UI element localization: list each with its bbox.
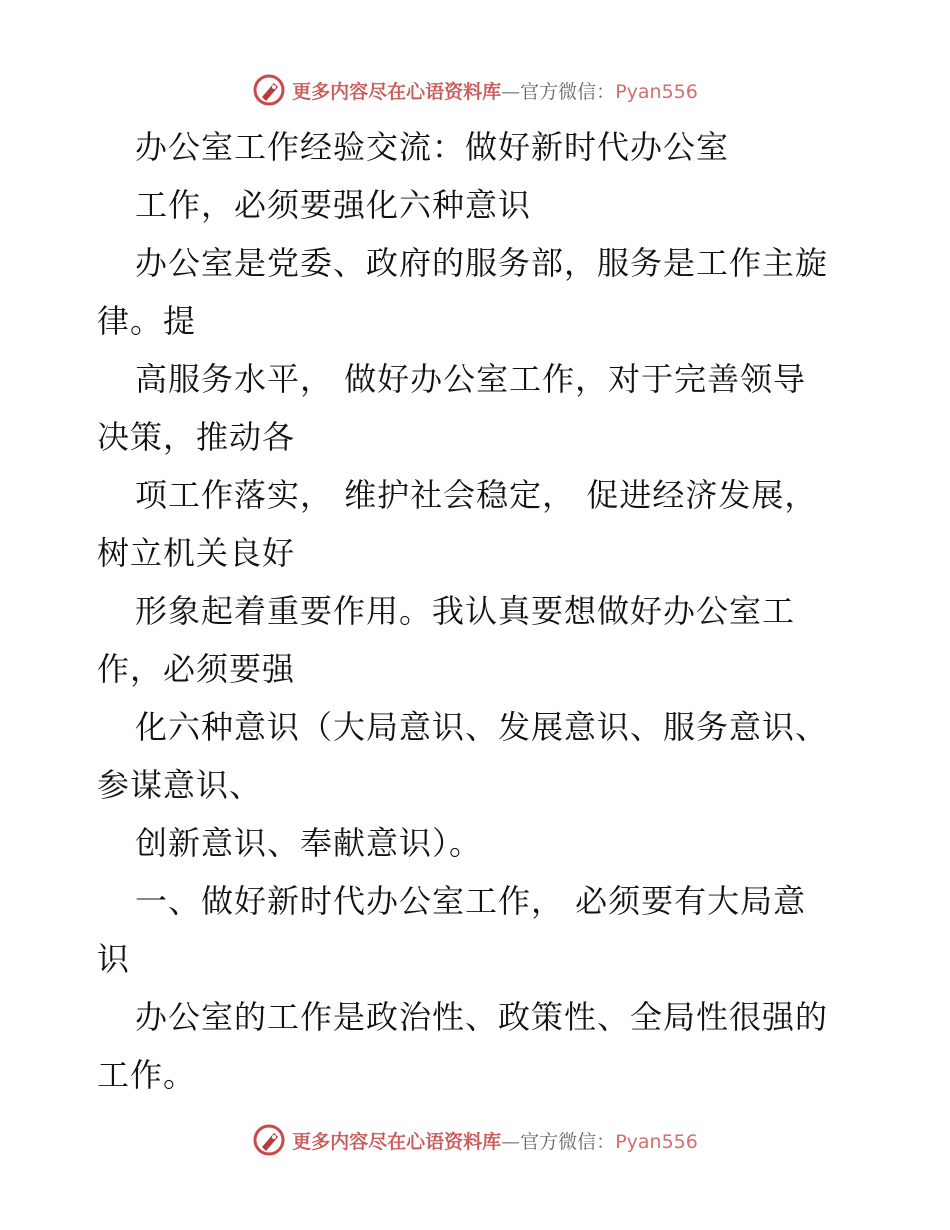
document-line: 决策，推动各	[97, 418, 296, 456]
document-body	[97, 118, 887, 1104]
watermark-text	[292, 1127, 698, 1154]
pen-nib-logo-icon	[252, 1123, 286, 1157]
watermark-text	[292, 77, 698, 104]
document-line: 工作，必须要强化六种意识	[135, 186, 532, 224]
document-line: 办公室的工作是政治性、政策性、全局性很强的	[135, 998, 829, 1036]
watermark-brand: 更多内容尽在心语资料库	[292, 1130, 502, 1153]
document-line: 办公室工作经验交流：做好新时代办公室	[135, 128, 730, 166]
watermark-wechat-id: Pyan556	[615, 1130, 698, 1153]
watermark-official-label: 官方微信：	[520, 1130, 616, 1153]
footer-watermark	[0, 1120, 950, 1160]
watermark-wechat-id: Pyan556	[615, 80, 698, 103]
document-line: 作，必须要强	[97, 650, 296, 688]
watermark-brand: 更多内容尽在心语资料库	[292, 80, 502, 103]
watermark-official-label: 官方微信：	[520, 80, 616, 103]
watermark-separator: —	[501, 1130, 521, 1153]
watermark-separator: —	[501, 80, 521, 103]
document-line: 参谋意识、	[97, 766, 263, 804]
document-line: 一、做好新时代办公室工作， 必须要有大局意	[135, 882, 807, 920]
document-line: 项工作落实， 维护社会稳定， 促进经济发展，	[135, 476, 818, 514]
header-watermark	[0, 70, 950, 110]
document-line: 工作。	[97, 1056, 197, 1094]
document-line: 化六种意识（大局意识、发展意识、服务意识、	[135, 708, 829, 746]
document-line: 形象起着重要作用。我认真要想做好办公室工	[135, 592, 796, 630]
document-line: 创新意识、奉献意识）。	[135, 824, 483, 862]
document-line: 律。提	[97, 302, 197, 340]
document-line: 高服务水平， 做好办公室工作，对于完善领导	[135, 360, 807, 398]
document-line: 树立机关良好	[97, 534, 296, 572]
pen-nib-logo-icon	[252, 73, 286, 107]
document-line: 办公室是党委、政府的服务部，服务是工作主旋	[135, 244, 829, 282]
document-line: 识	[97, 940, 131, 978]
